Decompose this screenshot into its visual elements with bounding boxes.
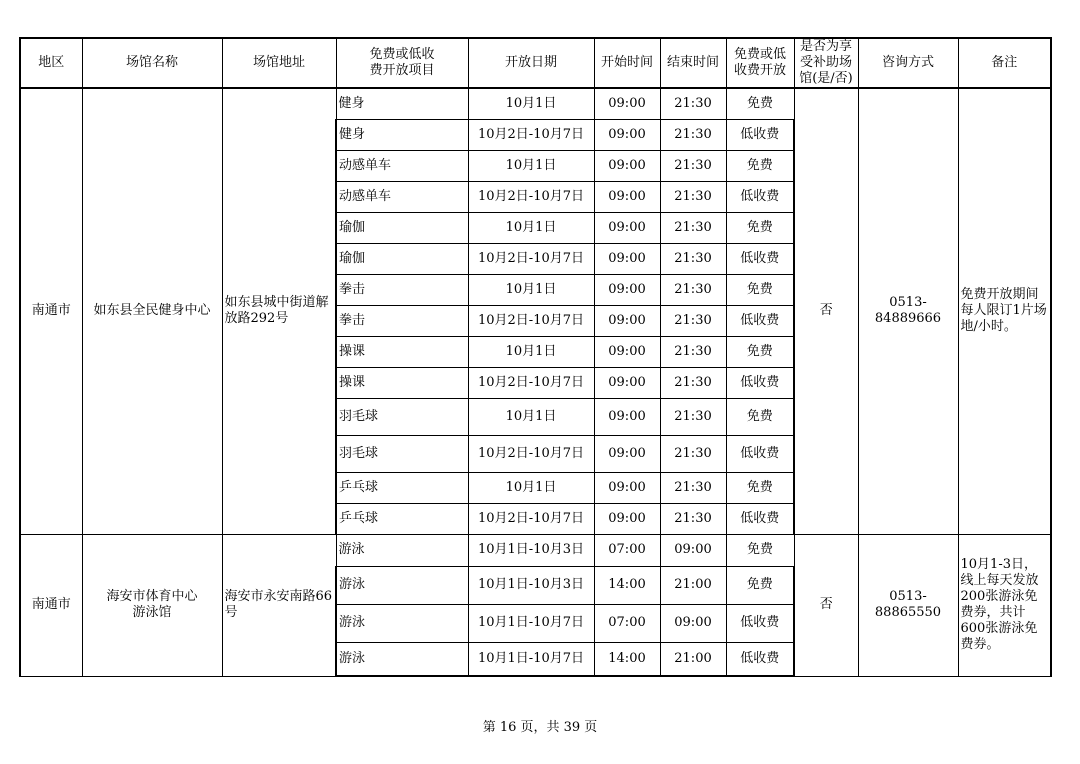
start-time-cell: 09:00 (594, 435, 660, 472)
end-time-cell: 21:30 (660, 212, 726, 243)
subsidized-cell: 否 (794, 534, 858, 676)
end-time-cell: 21:30 (660, 367, 726, 398)
venue-name-cell: 海安市体育中心游泳馆 (82, 534, 222, 676)
end-time-cell: 21:30 (660, 243, 726, 274)
venue-address-cell: 如东县城中街道解放路292号 (222, 88, 336, 534)
start-time-cell: 09:00 (594, 398, 660, 435)
header-venue-address: 场馆地址 (222, 38, 336, 88)
fee-cell: 免费 (726, 212, 794, 243)
item-cell: 操课 (336, 336, 468, 367)
start-time-cell: 09:00 (594, 367, 660, 398)
item-cell: 健身 (336, 88, 468, 119)
venue-table (19, 37, 1052, 677)
header-contact: 咨询方式 (858, 38, 958, 88)
start-time-cell: 09:00 (594, 274, 660, 305)
end-time-cell: 21:30 (660, 150, 726, 181)
start-time-cell: 09:00 (594, 212, 660, 243)
header-end-time: 结束时间 (660, 38, 726, 88)
fee-cell: 低收费 (726, 367, 794, 398)
start-time-cell: 07:00 (594, 534, 660, 566)
item-cell: 乒乓球 (336, 472, 468, 503)
date-cell: 10月1日 (468, 336, 594, 367)
venue-name-cell: 如东县全民健身中心 (82, 88, 222, 534)
date-cell: 10月1日-10月3日 (468, 534, 594, 566)
header-open-date: 开放日期 (468, 38, 594, 88)
header-region: 地区 (20, 38, 82, 88)
date-cell: 10月2日-10月7日 (468, 435, 594, 472)
end-time-cell: 21:30 (660, 503, 726, 534)
item-cell: 动感单车 (336, 150, 468, 181)
header-fee-type: 免费或低收费开放 (726, 38, 794, 88)
date-cell: 10月2日-10月7日 (468, 367, 594, 398)
date-cell: 10月1日 (468, 150, 594, 181)
date-cell: 10月1日-10月3日 (468, 566, 594, 604)
item-cell: 操课 (336, 367, 468, 398)
end-time-cell: 09:00 (660, 604, 726, 642)
fee-cell: 低收费 (726, 642, 794, 676)
table-header-row (20, 38, 1051, 88)
fee-cell: 免费 (726, 472, 794, 503)
notes-cell: 免费开放期间每人限订1片场地/小时。 (958, 88, 1051, 534)
fee-cell: 免费 (726, 566, 794, 604)
fee-cell: 低收费 (726, 181, 794, 212)
date-cell: 10月1日 (468, 88, 594, 119)
fee-cell: 低收费 (726, 435, 794, 472)
date-cell: 10月2日-10月7日 (468, 503, 594, 534)
start-time-cell: 09:00 (594, 88, 660, 119)
fee-cell: 免费 (726, 88, 794, 119)
venue-group (20, 534, 1051, 676)
header-items: 免费或低收费开放项目 (336, 38, 468, 88)
item-cell: 拳击 (336, 305, 468, 336)
venue-group (20, 88, 1051, 534)
header-subsidized: 是否为享受补助场馆(是/否) (794, 38, 858, 88)
end-time-cell: 21:00 (660, 566, 726, 604)
item-cell: 游泳 (336, 604, 468, 642)
end-time-cell: 21:30 (660, 472, 726, 503)
end-time-cell: 21:30 (660, 336, 726, 367)
header-notes: 备注 (958, 38, 1051, 88)
venue-address-cell: 海安市永安南路66号 (222, 534, 336, 676)
item-cell: 游泳 (336, 642, 468, 676)
start-time-cell: 09:00 (594, 119, 660, 150)
fee-cell: 低收费 (726, 305, 794, 336)
date-cell: 10月1日-10月7日 (468, 604, 594, 642)
end-time-cell: 21:30 (660, 435, 726, 472)
header-start-time: 开始时间 (594, 38, 660, 88)
fee-cell: 免费 (726, 150, 794, 181)
end-time-cell: 21:30 (660, 398, 726, 435)
date-cell: 10月2日-10月7日 (468, 119, 594, 150)
item-cell: 游泳 (336, 566, 468, 604)
start-time-cell: 09:00 (594, 181, 660, 212)
start-time-cell: 09:00 (594, 472, 660, 503)
item-cell: 瑜伽 (336, 212, 468, 243)
date-cell: 10月2日-10月7日 (468, 305, 594, 336)
item-cell: 健身 (336, 119, 468, 150)
item-cell: 瑜伽 (336, 243, 468, 274)
date-cell: 10月1日 (468, 398, 594, 435)
start-time-cell: 14:00 (594, 642, 660, 676)
start-time-cell: 09:00 (594, 336, 660, 367)
fee-cell: 免费 (726, 274, 794, 305)
date-cell: 10月2日-10月7日 (468, 181, 594, 212)
end-time-cell: 21:00 (660, 642, 726, 676)
item-cell: 乒乓球 (336, 503, 468, 534)
start-time-cell: 07:00 (594, 604, 660, 642)
start-time-cell: 09:00 (594, 305, 660, 336)
item-cell: 游泳 (336, 534, 468, 566)
subsidized-cell: 否 (794, 88, 858, 534)
date-cell: 10月1日 (468, 472, 594, 503)
end-time-cell: 21:30 (660, 88, 726, 119)
fee-cell: 免费 (726, 336, 794, 367)
date-cell: 10月2日-10月7日 (468, 243, 594, 274)
item-cell: 羽毛球 (336, 435, 468, 472)
contact-cell: 0513-84889666 (858, 88, 958, 534)
fee-cell: 免费 (726, 398, 794, 435)
item-cell: 拳击 (336, 274, 468, 305)
page-number: 第 16 页，共 39 页 (482, 720, 598, 735)
start-time-cell: 09:00 (594, 150, 660, 181)
end-time-cell: 09:00 (660, 534, 726, 566)
contact-cell: 0513-88865550 (858, 534, 958, 676)
fee-cell: 低收费 (726, 604, 794, 642)
end-time-cell: 21:30 (660, 274, 726, 305)
table-row (20, 534, 1051, 566)
region-cell: 南通市 (20, 88, 82, 534)
item-cell: 羽毛球 (336, 398, 468, 435)
fee-cell: 低收费 (726, 119, 794, 150)
date-cell: 10月1日-10月7日 (468, 642, 594, 676)
date-cell: 10月1日 (468, 274, 594, 305)
fee-cell: 低收费 (726, 243, 794, 274)
item-cell: 动感单车 (336, 181, 468, 212)
header-venue-name: 场馆名称 (82, 38, 222, 88)
start-time-cell: 09:00 (594, 243, 660, 274)
date-cell: 10月1日 (468, 212, 594, 243)
region-cell: 南通市 (20, 534, 82, 676)
fee-cell: 免费 (726, 534, 794, 566)
end-time-cell: 21:30 (660, 181, 726, 212)
start-time-cell: 09:00 (594, 503, 660, 534)
notes-cell: 10月1-3日，线上每天发放200张游泳免费券，共计600张游泳免费券。 (958, 534, 1051, 676)
table-row (20, 88, 1051, 119)
end-time-cell: 21:30 (660, 119, 726, 150)
fee-cell: 低收费 (726, 503, 794, 534)
start-time-cell: 14:00 (594, 566, 660, 604)
end-time-cell: 21:30 (660, 305, 726, 336)
